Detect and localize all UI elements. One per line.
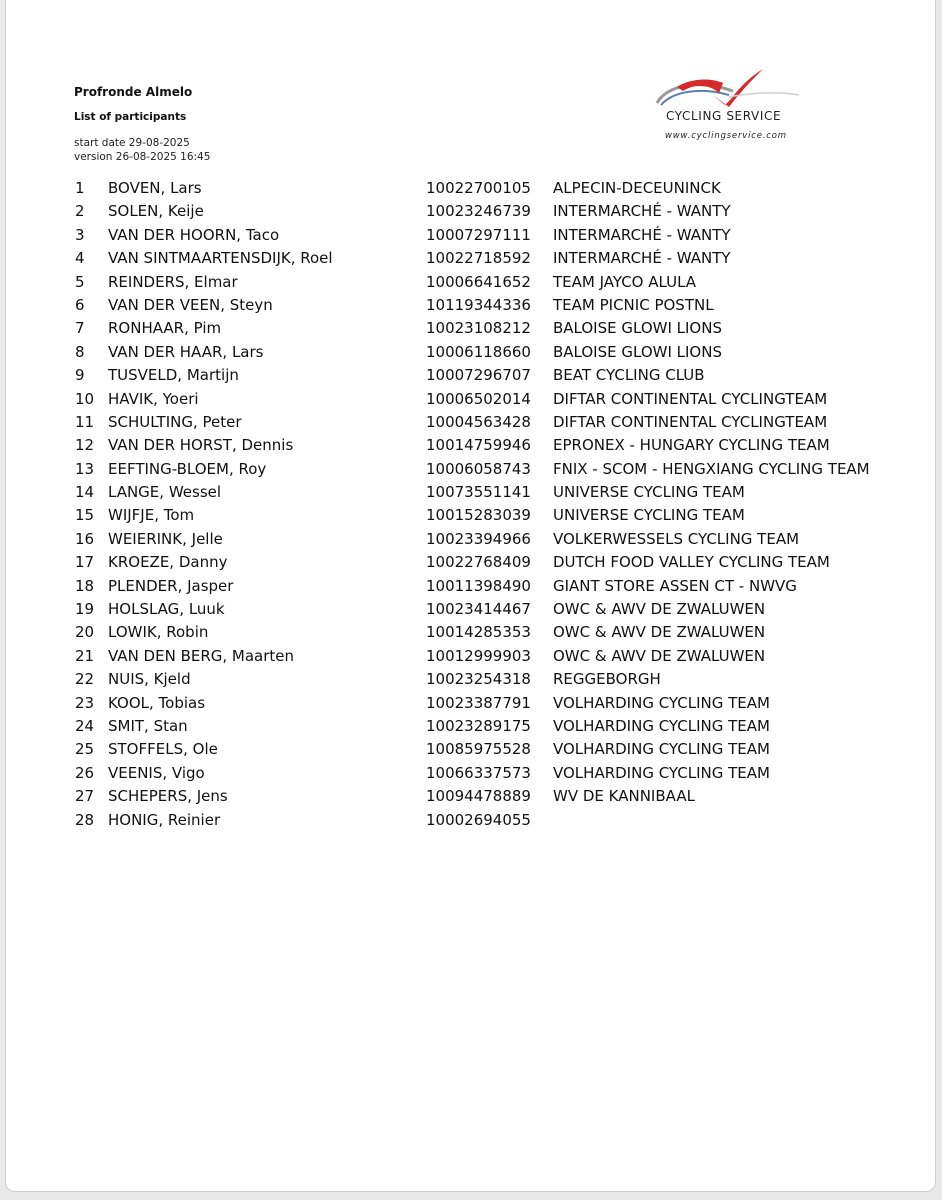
participant-uci-id: 10023414467: [426, 600, 531, 619]
participant-team: FNIX - SCOM - HENGXIANG CYCLING TEAM: [553, 459, 870, 478]
participant-number: 12: [75, 436, 95, 455]
table-row: [6, 388, 937, 411]
participant-number: 20: [75, 623, 95, 642]
participant-team: DIFTAR CONTINENTAL CYCLINGTEAM: [553, 412, 828, 431]
participant-uci-id: 10022718592: [426, 249, 531, 268]
participant-number: 4: [75, 249, 85, 268]
table-row: [6, 762, 937, 785]
participant-number: 13: [75, 459, 95, 478]
participant-uci-id: 10006058743: [426, 459, 531, 478]
participant-team: DIFTAR CONTINENTAL CYCLINGTEAM: [553, 389, 828, 408]
table-row: [6, 785, 937, 808]
logo-name: CYCLING SERVICE: [666, 109, 782, 123]
participant-uci-id: 10023108212: [426, 319, 531, 338]
table-row: [6, 738, 937, 761]
participant-number: 17: [75, 553, 95, 572]
participant-name: VAN DER HORST, Dennis: [108, 436, 294, 455]
participant-team: VOLHARDING CYCLING TEAM: [553, 716, 770, 735]
participant-name: EEFTING-BLOEM, Roy: [108, 459, 267, 478]
participant-name: NUIS, Kjeld: [108, 670, 191, 689]
table-row: [6, 177, 937, 200]
table-row: [6, 692, 937, 715]
participant-number: 14: [75, 483, 95, 502]
participant-team: BALOISE GLOWI LIONS: [553, 319, 722, 338]
participant-name: SCHEPERS, Jens: [108, 787, 228, 806]
participant-team: OWC & AWV DE ZWALUWEN: [553, 646, 766, 665]
participant-team: VOLKERWESSELS CYCLING TEAM: [553, 529, 800, 548]
participant-team: TEAM PICNIC POSTNL: [553, 295, 714, 314]
cycling-service-logo: [649, 65, 809, 147]
participant-team: DUTCH FOOD VALLEY CYCLING TEAM: [553, 553, 830, 572]
logo-swoosh-icon: [649, 65, 809, 115]
participant-uci-id: 10094478889: [426, 787, 531, 806]
table-row: [6, 668, 937, 691]
participant-uci-id: 10012999903: [426, 646, 531, 665]
participant-number: 25: [75, 740, 95, 759]
participant-name: STOFFELS, Ole: [108, 740, 218, 759]
participant-team: GIANT STORE ASSEN CT - NWVG: [553, 576, 797, 595]
participant-number: 26: [75, 763, 95, 782]
participant-number: 8: [75, 342, 85, 361]
participant-number: 27: [75, 787, 95, 806]
participant-uci-id: 10015283039: [426, 506, 531, 525]
participant-team: BEAT CYCLING CLUB: [553, 366, 705, 385]
start-date: start date 29-08-2025: [74, 137, 190, 149]
version-info: version 26-08-2025 16:45: [74, 151, 211, 163]
participant-name: VAN DEN BERG, Maarten: [108, 646, 295, 665]
participant-name: KROEZE, Danny: [108, 553, 228, 572]
participant-number: 5: [75, 272, 85, 291]
participant-uci-id: 10022768409: [426, 553, 531, 572]
participant-team: BALOISE GLOWI LIONS: [553, 342, 722, 361]
participant-uci-id: 10006502014: [426, 389, 531, 408]
participant-uci-id: 10085975528: [426, 740, 531, 759]
participant-team: EPRONEX - HUNGARY CYCLING TEAM: [553, 436, 830, 455]
participant-uci-id: 10014759946: [426, 436, 531, 455]
document-meta: [74, 136, 210, 164]
participant-name: REINDERS, Elmar: [108, 272, 238, 291]
participant-name: VAN DER VEEN, Steyn: [108, 295, 273, 314]
participant-team: OWC & AWV DE ZWALUWEN: [553, 600, 766, 619]
participant-team: UNIVERSE CYCLING TEAM: [553, 506, 745, 525]
table-row: [6, 621, 937, 644]
participant-number: 28: [75, 810, 95, 829]
participant-name: SOLEN, Keije: [108, 202, 204, 221]
participant-name: LOWIK, Robin: [108, 623, 209, 642]
table-row: [6, 200, 937, 223]
participant-number: 6: [75, 295, 85, 314]
participant-team: TEAM JAYCO ALULA: [553, 272, 697, 291]
participant-uci-id: 10007296707: [426, 366, 531, 385]
participant-uci-id: 10023394966: [426, 529, 531, 548]
participant-number: 16: [75, 529, 95, 548]
table-row: [6, 598, 937, 621]
participant-uci-id: 10066337573: [426, 763, 531, 782]
participant-name: VEENIS, Vigo: [108, 763, 205, 782]
table-row: [6, 434, 937, 457]
participant-team: VOLHARDING CYCLING TEAM: [553, 763, 770, 782]
participant-number: 9: [75, 366, 85, 385]
participant-name: SCHULTING, Peter: [108, 412, 242, 431]
participant-number: 7: [75, 319, 85, 338]
participant-name: SMIT, Stan: [108, 716, 188, 735]
participant-team: ALPECIN-DECEUNINCK: [553, 179, 721, 197]
participant-uci-id: 10011398490: [426, 576, 531, 595]
table-row: [6, 458, 937, 481]
table-row: [6, 224, 937, 247]
participant-uci-id: 10023246739: [426, 202, 531, 221]
participant-name: VAN DER HOORN, Taco: [108, 225, 280, 244]
table-row: [6, 247, 937, 270]
document-page: [5, 0, 936, 1192]
participant-number: 3: [75, 225, 85, 244]
participant-uci-id: 10119344336: [426, 295, 531, 314]
table-row: [6, 271, 937, 294]
participant-number: 19: [75, 600, 95, 619]
participant-name: PLENDER, Jasper: [108, 576, 234, 595]
participant-name: WEIERINK, Jelle: [108, 529, 223, 548]
participant-name: LANGE, Wessel: [108, 483, 222, 502]
participant-uci-id: 10023289175: [426, 716, 531, 735]
participant-name: BOVEN, Lars: [108, 179, 202, 197]
participant-name: HOLSLAG, Luuk: [108, 600, 225, 619]
participant-number: 1: [75, 179, 85, 197]
participant-name: KOOL, Tobias: [108, 693, 206, 712]
document-subtitle: List of participants: [74, 111, 187, 123]
table-row: [6, 528, 937, 551]
table-row: [6, 481, 937, 504]
participant-number: 24: [75, 716, 95, 735]
table-row: [6, 645, 937, 668]
participant-uci-id: 10006641652: [426, 272, 531, 291]
participant-uci-id: 10023254318: [426, 670, 531, 689]
participants-table: [6, 177, 937, 832]
participant-name: TUSVELD, Martijn: [108, 366, 239, 385]
participant-number: 15: [75, 506, 95, 525]
table-row: [6, 294, 937, 317]
participant-team: REGGEBORGH: [553, 670, 661, 689]
table-row: [6, 341, 937, 364]
participant-name: WIJFJE, Tom: [108, 506, 195, 525]
participant-name: VAN SINTMAARTENSDIJK, Roel: [108, 249, 333, 268]
participant-uci-id: 10022700105: [426, 179, 531, 197]
participant-name: HONIG, Reinier: [108, 810, 221, 829]
table-row: [6, 551, 937, 574]
participant-number: 21: [75, 646, 95, 665]
table-row: [6, 504, 937, 527]
table-row: [6, 809, 937, 832]
participant-uci-id: 10073551141: [426, 483, 531, 502]
participant-uci-id: 10014285353: [426, 623, 531, 642]
table-row: [6, 317, 937, 340]
participant-uci-id: 10006118660: [426, 342, 531, 361]
participant-number: 10: [75, 389, 95, 408]
participant-team: VOLHARDING CYCLING TEAM: [553, 693, 770, 712]
table-row: [6, 411, 937, 434]
document-title: Profronde Almelo: [74, 85, 193, 99]
participant-team: INTERMARCHÉ - WANTY: [553, 249, 731, 268]
participant-team: WV DE KANNIBAAL: [553, 787, 695, 806]
table-row: [6, 575, 937, 598]
participant-number: 2: [75, 202, 85, 221]
participant-team: INTERMARCHÉ - WANTY: [553, 202, 731, 221]
table-row: [6, 364, 937, 387]
participant-team: VOLHARDING CYCLING TEAM: [553, 740, 770, 759]
participant-team: UNIVERSE CYCLING TEAM: [553, 483, 745, 502]
participant-team: INTERMARCHÉ - WANTY: [553, 225, 731, 244]
participant-team: OWC & AWV DE ZWALUWEN: [553, 623, 766, 642]
participant-name: HAVIK, Yoeri: [108, 389, 199, 408]
participant-number: 18: [75, 576, 95, 595]
participant-name: VAN DER HAAR, Lars: [108, 342, 264, 361]
participant-uci-id: 10004563428: [426, 412, 531, 431]
participant-number: 22: [75, 670, 95, 689]
participant-number: 11: [75, 412, 95, 431]
participant-uci-id: 10002694055: [426, 810, 531, 829]
participant-name: RONHAAR, Pim: [108, 319, 222, 338]
participant-uci-id: 10023387791: [426, 693, 531, 712]
participant-number: 23: [75, 693, 95, 712]
table-row: [6, 715, 937, 738]
logo-url: www.cyclingservice.com: [665, 131, 787, 141]
participant-uci-id: 10007297111: [426, 225, 531, 244]
